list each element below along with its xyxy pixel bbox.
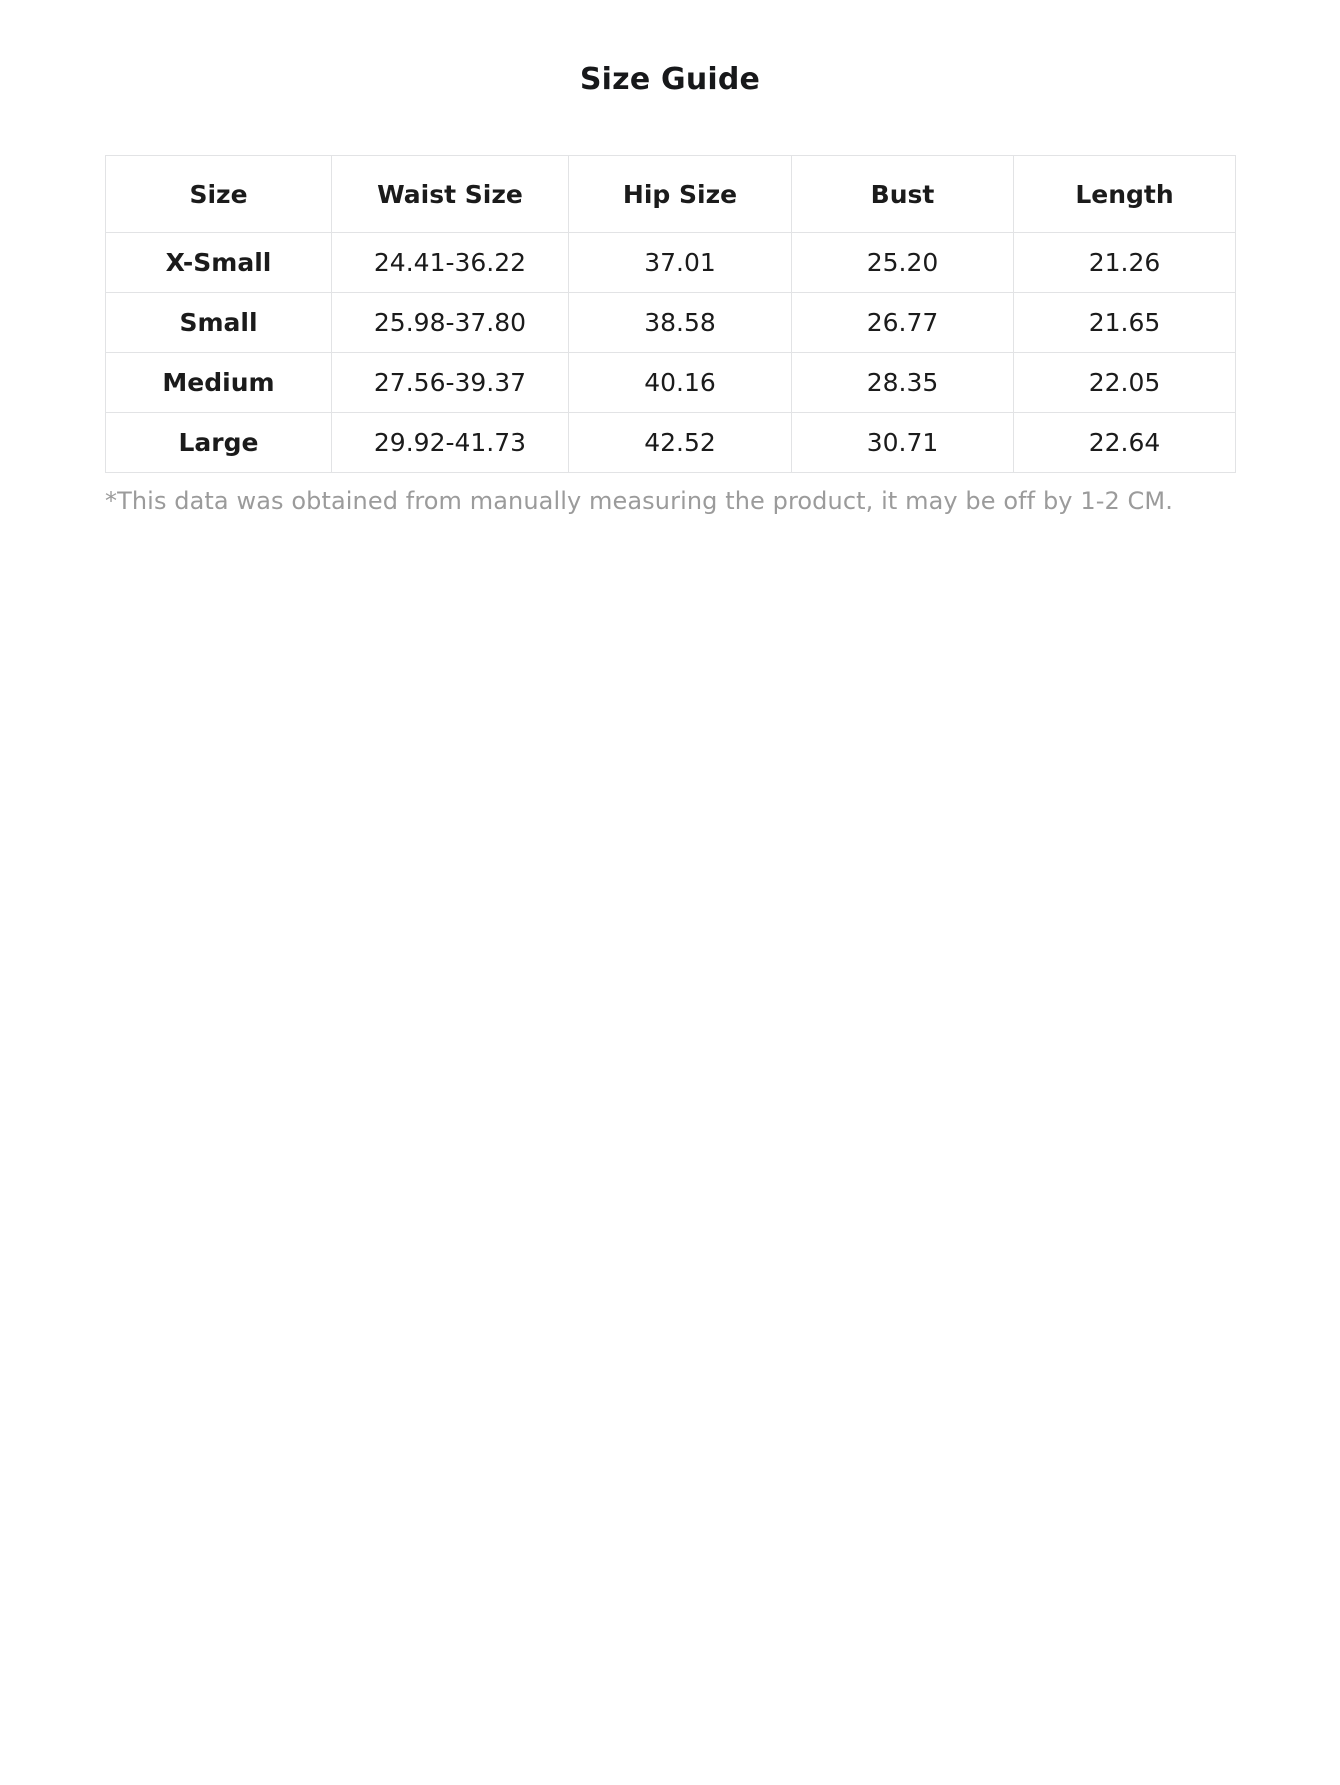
cell-size: Small — [106, 293, 332, 353]
cell-length: 21.65 — [1014, 293, 1236, 353]
table-body — [106, 233, 1236, 473]
table-row — [106, 353, 1236, 413]
column-header-length: Length — [1014, 156, 1236, 233]
cell-waist-size: 25.98-37.80 — [332, 293, 569, 353]
cell-hip-size: 37.01 — [569, 233, 792, 293]
table-row — [106, 233, 1236, 293]
column-header-hip-size: Hip Size — [569, 156, 792, 233]
cell-bust: 26.77 — [792, 293, 1014, 353]
column-header-bust: Bust — [792, 156, 1014, 233]
size-guide-page — [0, 0, 1340, 515]
cell-bust: 25.20 — [792, 233, 1014, 293]
page-title: Size Guide — [579, 62, 761, 97]
cell-waist-size: 27.56-39.37 — [332, 353, 569, 413]
cell-hip-size: 42.52 — [569, 413, 792, 473]
cell-length: 22.64 — [1014, 413, 1236, 473]
cell-waist-size: 29.92-41.73 — [332, 413, 569, 473]
measurement-disclaimer: *This data was obtained from manually measuring the product, it may be off by 1-2 CM. — [105, 487, 1173, 515]
cell-length: 21.26 — [1014, 233, 1236, 293]
size-guide-table — [105, 155, 1236, 473]
size-table-container — [105, 97, 1235, 473]
cell-hip-size: 38.58 — [569, 293, 792, 353]
column-header-size: Size — [106, 156, 332, 233]
cell-size: Large — [106, 413, 332, 473]
cell-size: X-Small — [106, 233, 332, 293]
cell-size: Medium — [106, 353, 332, 413]
table-header — [106, 156, 1236, 233]
cell-waist-size: 24.41-36.22 — [332, 233, 569, 293]
cell-length: 22.05 — [1014, 353, 1236, 413]
table-header-row — [106, 156, 1236, 233]
column-header-waist-size: Waist Size — [332, 156, 569, 233]
cell-hip-size: 40.16 — [569, 353, 792, 413]
cell-bust: 30.71 — [792, 413, 1014, 473]
cell-bust: 28.35 — [792, 353, 1014, 413]
table-row — [106, 413, 1236, 473]
table-row — [106, 293, 1236, 353]
